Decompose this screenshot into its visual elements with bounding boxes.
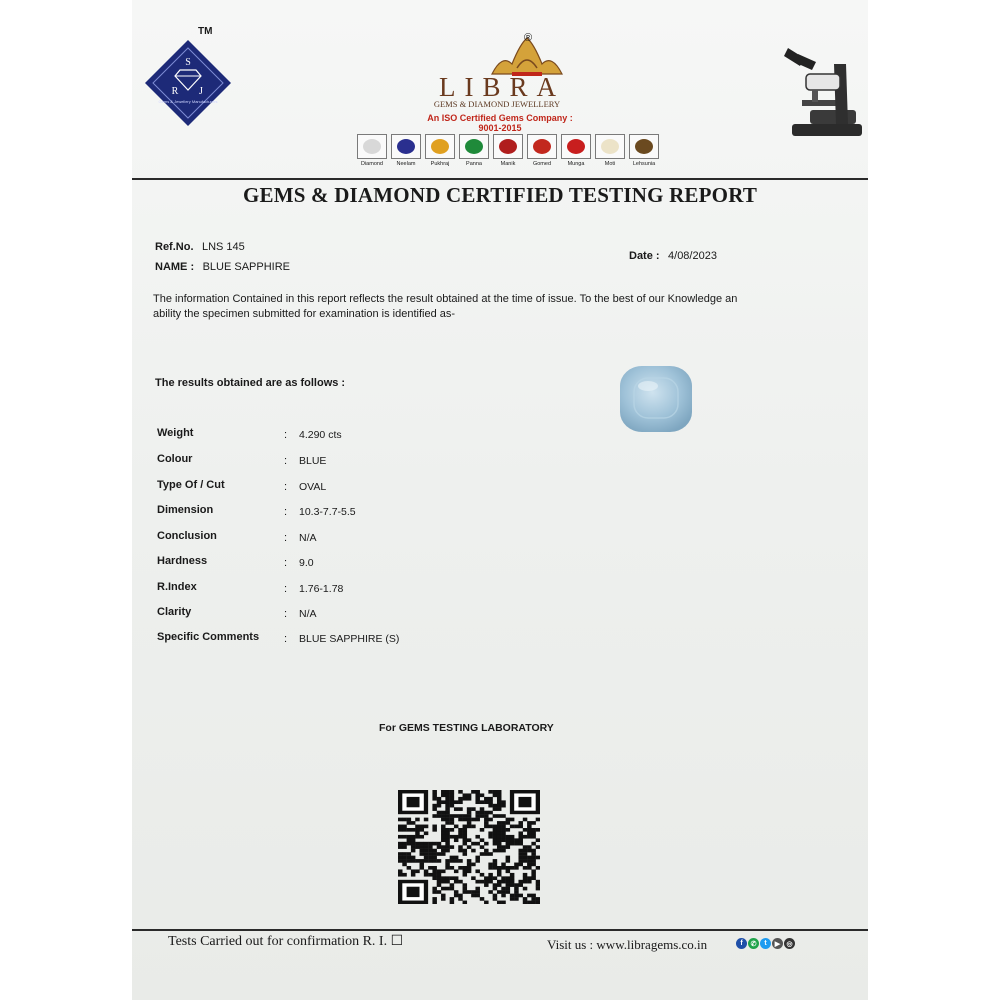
gem-label: Pukhraj [430,161,450,167]
srj-tagline: Gems & Jewellery Manufacturers [158,99,218,104]
gem-item [425,134,455,167]
lab-signature-line: For GEMS TESTING LABORATORY [379,722,554,734]
gem-swatch [391,134,421,159]
field-label: Hardness [157,555,208,567]
field-colon: : [284,583,288,595]
gem-diamond-icon [363,139,381,154]
name-value: BLUE SAPPHIRE [202,261,290,273]
gem-moti-icon [601,139,619,154]
gemstone-photo [608,360,704,440]
ref-line [155,237,245,255]
gem-label: Moti [604,161,616,167]
field-colon: : [284,481,288,493]
gem-swatch [425,134,455,159]
field-value: N/A [299,608,317,620]
gem-lehsunia-icon [635,139,653,154]
field-label: Clarity [157,606,192,618]
field-value: OVAL [299,481,327,493]
gem-item [629,134,659,167]
field-label: R.Index [157,581,197,593]
gem-item [527,134,557,167]
gem-item [493,134,523,167]
qr-code [398,790,540,904]
gem-label: Lehsunia [632,161,656,167]
gem-swatch [561,134,591,159]
field-colon: : [284,557,288,569]
field-colon: : [284,608,288,620]
brand-name: LIBRA [439,72,565,102]
gem-neelam-icon [397,139,415,154]
gem-label: Diamond [360,161,383,167]
srj-logo [143,38,233,128]
microscope-icon [782,44,868,140]
name-line [155,257,290,275]
gem-label: Gomed [532,161,552,167]
srj-letter-s: S [185,57,191,68]
gem-item [595,134,625,167]
gem-label: Manik [500,161,516,167]
field-colon: : [284,532,288,544]
ref-value: LNS 145 [201,241,245,253]
gem-panna-icon [465,139,483,154]
field-label: Dimension [157,504,214,516]
gem-label: Neelam [396,161,416,167]
name-label: NAME : [155,261,195,273]
registered-mark: ® [524,32,533,44]
field-value: 1.76-1.78 [299,583,344,595]
gem-swatch [629,134,659,159]
field-label: Conclusion [157,530,217,542]
instagram-icon[interactable]: ◎ [784,938,795,949]
brand-tagline: GEMS & DIAMOND JEWELLERY [433,99,561,109]
tests-note: Tests Carried out for confirmation R. I. ☐ [168,934,404,949]
srj-letter-r: R [171,86,179,97]
field-label: Colour [157,453,193,465]
field-colon: : [284,633,288,645]
date-line [629,246,717,264]
field-colon: : [284,455,288,467]
youtube-icon[interactable]: ▶ [772,938,783,949]
report-title: GEMS & DIAMOND CERTIFIED TESTING REPORT [242,183,758,207]
gem-gomed-icon [533,139,551,154]
iso-certification: An ISO Certified Gems Company : 9001-2015 [427,113,573,133]
field-label: Specific Comments [157,631,260,643]
date-label: Date : [629,250,660,262]
gem-munga-icon [567,139,585,154]
date-value: 4/08/2023 [668,250,717,262]
gem-item [561,134,591,167]
social-icons [736,938,795,949]
gem-swatch [595,134,625,159]
gem-label: Munga [567,161,585,167]
field-value: BLUE [299,455,327,467]
gem-strip [357,134,659,167]
field-value: N/A [299,532,317,544]
whatsapp-icon[interactable]: ✆ [748,938,759,949]
website-link[interactable]: Visit us : www.libragems.co.in [547,937,708,952]
facebook-icon[interactable]: f [736,938,747,949]
certificate-sheet [132,0,868,1000]
intro-paragraph: The information Contained in this report reflects the result obtained at the time of issue. To the best of our Knowledge an ability the specimen submitted for examination is identified as- [153,293,738,320]
gem-swatch [527,134,557,159]
gem-item [357,134,387,167]
field-value: 9.0 [299,557,314,569]
gem-item [391,134,421,167]
field-value: 10.3-7.7-5.5 [299,506,356,518]
field-label: Type Of / Cut [157,479,225,491]
results-heading: The results obtained are as follows : [155,377,346,389]
gem-pukhraj-icon [431,139,449,154]
gem-label: Panna [466,161,482,167]
twitter-icon[interactable]: t [760,938,771,949]
field-value: 4.290 cts [299,429,342,441]
header-divider [132,178,868,180]
field-colon: : [284,506,288,518]
footer-divider [132,929,868,931]
field-colon: : [284,429,288,441]
field-value: BLUE SAPPHIRE (S) [299,633,400,645]
gem-manik-icon [499,139,517,154]
gem-swatch [493,134,523,159]
gem-swatch [459,134,489,159]
gem-item [459,134,489,167]
srj-letter-j: J [199,86,203,97]
gem-swatch [357,134,387,159]
ref-label: Ref.No. [155,241,194,253]
field-label: Weight [157,427,194,439]
trademark-mark: TM [198,26,213,37]
